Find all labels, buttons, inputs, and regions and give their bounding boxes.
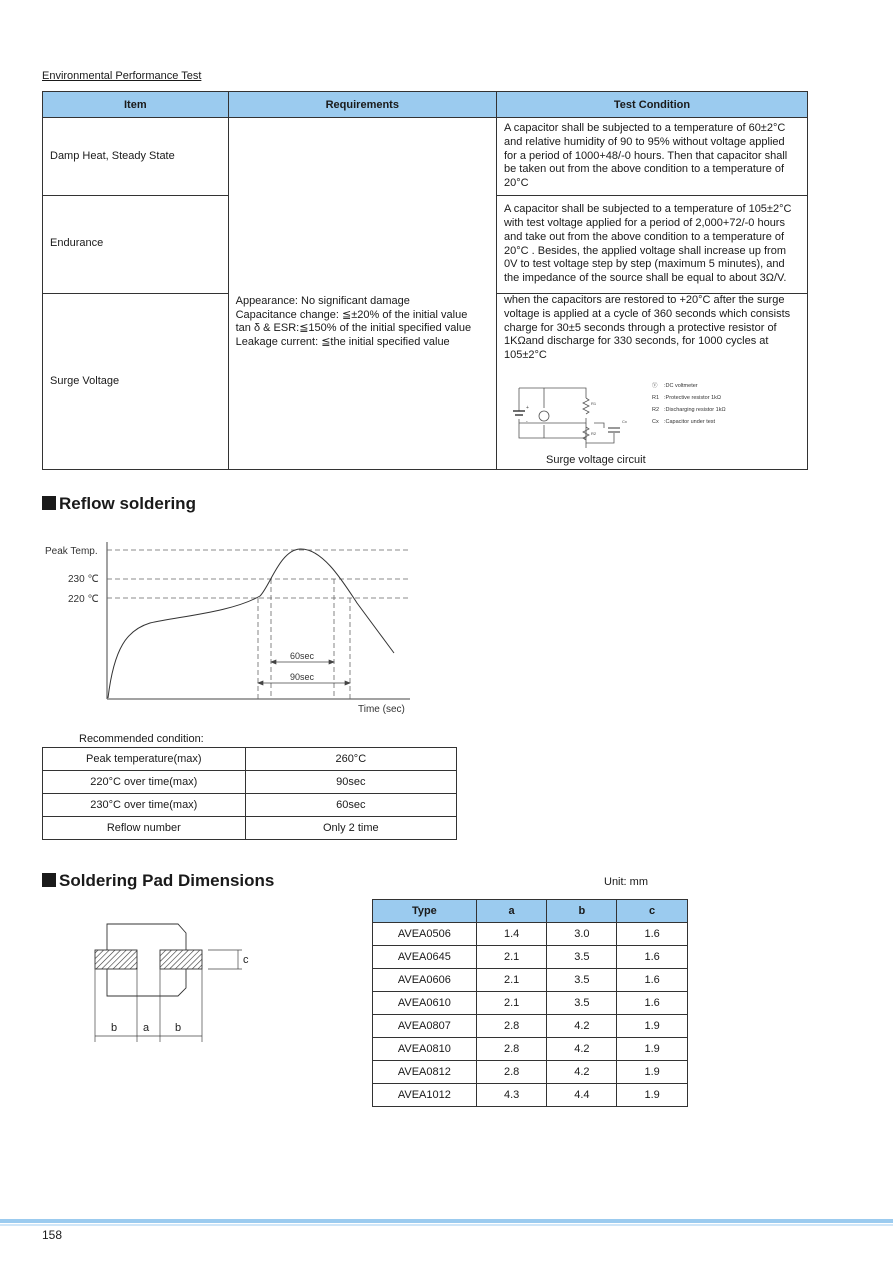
col-header-requirements: Requirements <box>228 92 496 118</box>
reflow-condition-table <box>42 747 457 840</box>
pad-header-row <box>373 900 688 923</box>
dim-label-b-right: b <box>175 1022 182 1034</box>
reflow-param: Peak temperature(max) <box>43 748 246 771</box>
legend-v-text: :DC voltmeter <box>663 382 698 389</box>
label-r2: R2 <box>590 430 597 436</box>
surge-voltage-circuit <box>504 363 800 467</box>
cell-b: 3.5 <box>547 992 617 1015</box>
temp-220-label: 220 ℃ <box>68 594 99 605</box>
page-number: 158 <box>42 1228 63 1242</box>
cell-a: 2.1 <box>476 969 547 992</box>
circuit-caption: Surge voltage circuit <box>545 453 646 466</box>
cell-b: 4.2 <box>547 1038 617 1061</box>
square-bullet-icon <box>42 873 56 887</box>
legend-r2-text: :Discharging resistor 1kΩ <box>663 406 726 413</box>
reflow-heading-text: Reflow soldering <box>59 494 196 513</box>
cell-type: AVEA0610 <box>373 992 477 1015</box>
cell-a: 1.4 <box>476 923 547 946</box>
label-minus: - <box>525 418 528 425</box>
table-row <box>373 1015 688 1038</box>
req-capacitance: Capacitance change: ≦±20% of the initial value <box>235 308 468 321</box>
recommended-condition-label: Recommended condition: <box>79 733 204 745</box>
reflow-value: 60sec <box>245 794 456 817</box>
legend-cx-sym: Cx <box>651 418 659 425</box>
table-row <box>43 817 457 840</box>
condition-surge-text: when the capacitors are restored to +20°C after the surge voltage is applied at a cycle of 360 seconds which consists charge for 30±5 seconds through a protective resistor of 1KΩand discharge for 330 seconds, for 1000 cycles at 105±2°C <box>503 294 791 362</box>
cell-a: 4.3 <box>476 1084 547 1107</box>
cell-c: 1.6 <box>617 946 688 969</box>
cell-b: 4.4 <box>547 1084 617 1107</box>
col-header-c: c <box>617 900 688 923</box>
legend-cx-text: :Capacitor under test <box>663 418 716 425</box>
cell-type: AVEA0506 <box>373 923 477 946</box>
table-row <box>43 794 457 817</box>
cell-c: 1.9 <box>617 1015 688 1038</box>
pad-dimension-diagram <box>90 918 260 1046</box>
circuit-wires <box>519 388 614 448</box>
cell-b: 3.0 <box>547 923 617 946</box>
cell-b: 4.2 <box>547 1061 617 1084</box>
reflow-heading <box>42 494 196 514</box>
req-tan-delta: tan δ & ESR:≦150% of the initial specified value <box>235 322 472 335</box>
table-row <box>373 1038 688 1061</box>
table-row <box>373 992 688 1015</box>
cell-type: AVEA0812 <box>373 1061 477 1084</box>
dim-label-b-left: b <box>111 1022 118 1034</box>
reflow-value: 90sec <box>245 771 456 794</box>
req-appearance: Appearance: No significant damage <box>235 294 410 307</box>
table-row <box>373 1084 688 1107</box>
col-header-type: Type <box>373 900 477 923</box>
legend-r1-sym: R1 <box>651 394 660 401</box>
time-axis-label: Time (sec) <box>358 704 405 715</box>
table-row <box>373 923 688 946</box>
voltmeter-icon <box>539 411 549 421</box>
cell-type: AVEA0645 <box>373 946 477 969</box>
table-row <box>373 946 688 969</box>
reflow-value: 260°C <box>245 748 456 771</box>
table-row <box>43 748 457 771</box>
reflow-value: Only 2 time <box>245 817 456 840</box>
label-r1: R1 <box>590 400 597 406</box>
duration-60-label: 60sec <box>290 651 315 661</box>
peak-temp-label: Peak Temp. <box>45 546 98 557</box>
cell-a: 2.1 <box>476 946 547 969</box>
cell-type: AVEA1012 <box>373 1084 477 1107</box>
cell-c: 1.9 <box>617 1061 688 1084</box>
env-header-row <box>43 92 808 118</box>
reflow-param: 220°C over time(max) <box>43 771 246 794</box>
cell-c: 1.6 <box>617 969 688 992</box>
right-pad <box>160 950 202 969</box>
cell-a: 2.8 <box>476 1061 547 1084</box>
reflow-param: 230°C over time(max) <box>43 794 246 817</box>
pad-heading <box>42 871 274 891</box>
condition-damp-heat: A capacitor shall be subjected to a temperature of 60±2°C and relative humidity of 90 to 95% without voltage applied for a period of 1000+48/-0 hours. Then that capacitor shall be taken out from the above condition to a temperature of 20°C <box>496 118 807 196</box>
footer-rule-light <box>0 1224 893 1226</box>
cell-c: 1.6 <box>617 923 688 946</box>
legend-r1-text: :Protective resistor 1kΩ <box>663 394 721 401</box>
condition-surge <box>496 294 807 470</box>
item-damp-heat: Damp Heat, Steady State <box>43 118 229 196</box>
item-endurance: Endurance <box>43 196 229 294</box>
table-row <box>373 1061 688 1084</box>
legend-r2-sym: R2 <box>651 406 660 413</box>
reflow-profile-chart <box>42 528 422 720</box>
table-row <box>43 118 808 196</box>
item-surge-voltage: Surge Voltage <box>43 294 229 470</box>
footer-rule <box>0 1219 893 1223</box>
component-outline-bottom <box>107 969 186 996</box>
unit-label: Unit: mm <box>604 876 648 888</box>
square-bullet-icon <box>42 496 56 510</box>
left-pad <box>95 950 137 969</box>
duration-90-label: 90sec <box>290 672 315 682</box>
pad-heading-text: Soldering Pad Dimensions <box>59 871 275 890</box>
col-header-test-condition: Test Condition <box>496 92 807 118</box>
circuit-legend <box>652 381 726 425</box>
condition-endurance: A capacitor shall be subjected to a temperature of 105±2°C with test voltage applied for a period of 2,000+72/-0 hours and take out from the above condition to a temperature of 20°C . Besides, the applied voltage shall increase up from 0V to test voltage step by step (maximum 5 minutes), and the impedance of the source shall be equal to about 3Ω/V. <box>496 196 807 294</box>
legend-v-sym: Ⓥ <box>651 382 658 389</box>
cell-type: AVEA0807 <box>373 1015 477 1038</box>
chart-reference-lines <box>107 550 410 699</box>
table-row <box>43 771 457 794</box>
table-row <box>373 969 688 992</box>
label-plus: + <box>525 404 529 411</box>
cell-c: 1.9 <box>617 1038 688 1061</box>
col-header-item: Item <box>43 92 229 118</box>
temp-230-label: 230 ℃ <box>68 574 99 585</box>
pad-dimension-table <box>372 899 688 1107</box>
cell-c: 1.6 <box>617 992 688 1015</box>
cell-b: 3.5 <box>547 969 617 992</box>
env-test-title: Environmental Performance Test <box>42 70 202 82</box>
cell-a: 2.8 <box>476 1038 547 1061</box>
reflow-param: Reflow number <box>43 817 246 840</box>
cell-c: 1.9 <box>617 1084 688 1107</box>
component-outline-top <box>107 924 186 950</box>
cell-b: 3.5 <box>547 946 617 969</box>
env-test-table <box>42 91 808 470</box>
requirements-cell <box>228 118 496 470</box>
cell-b: 4.2 <box>547 1015 617 1038</box>
cell-type: AVEA0606 <box>373 969 477 992</box>
col-header-b: b <box>547 900 617 923</box>
cell-a: 2.1 <box>476 992 547 1015</box>
reflow-profile-curve <box>108 549 394 698</box>
dim-label-a: a <box>143 1022 150 1034</box>
col-header-a: a <box>476 900 547 923</box>
cell-type: AVEA0810 <box>373 1038 477 1061</box>
cell-a: 2.8 <box>476 1015 547 1038</box>
label-cx: Cx <box>621 418 627 424</box>
req-leakage: Leakage current: ≦the initial specified value <box>235 336 450 349</box>
resistor-r1 <box>583 398 589 414</box>
dim-label-c: c <box>243 954 249 966</box>
